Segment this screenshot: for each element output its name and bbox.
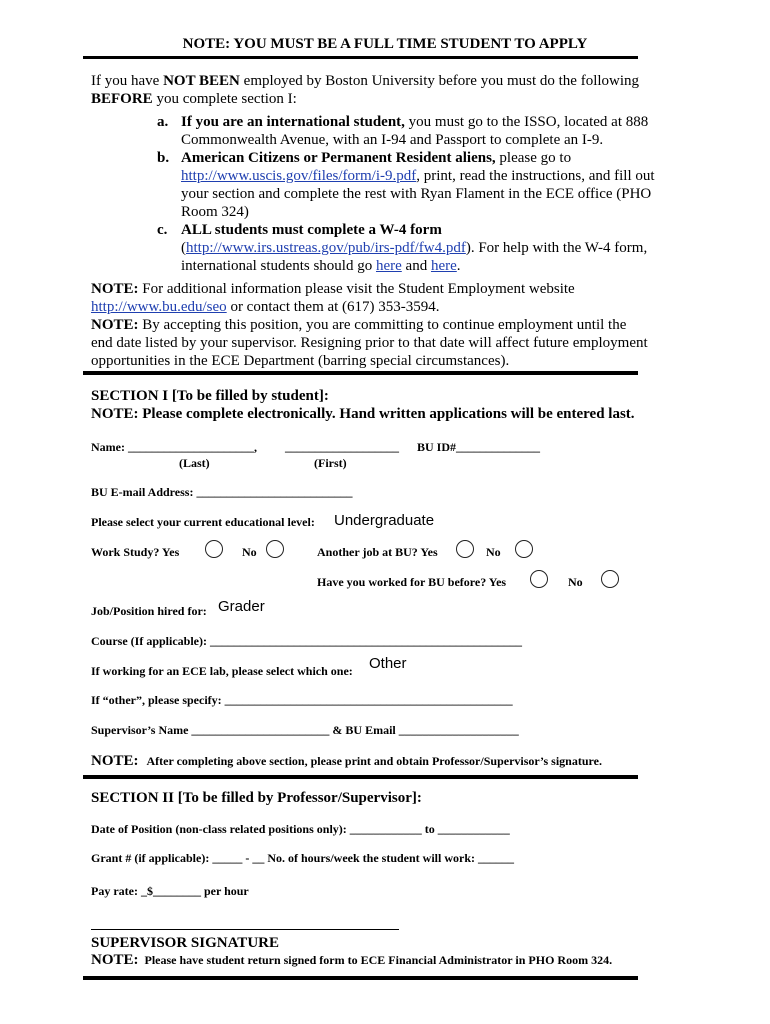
work-study-yes-radio[interactable]: [205, 540, 223, 558]
header-divider: [83, 56, 638, 59]
item-b-label: b.: [157, 150, 170, 166]
item-a-label: a.: [157, 114, 169, 130]
here-link-2[interactable]: here: [430, 258, 457, 274]
footer-divider: [83, 976, 638, 980]
position-date-field[interactable]: Date of Position (non-class related positions only): ____________ to ____________: [91, 822, 510, 836]
section-1-subtitle: NOTE: Please complete electronically. Hand written applications will be entered last.: [91, 406, 635, 422]
note-seo: [91, 280, 651, 316]
section-divider-1: [83, 371, 638, 375]
item-c-label: c.: [157, 222, 168, 238]
note-1-text: For additional information please visit the Student Employment website: [138, 281, 575, 297]
intro-text-3: you complete section I:: [152, 91, 297, 107]
education-level-label: Please select your current educational level:: [91, 515, 315, 529]
instruction-item-c: [157, 221, 657, 275]
work-study-no-radio[interactable]: [266, 540, 284, 558]
course-field[interactable]: Course (If applicable): ____________________________________________________: [91, 634, 522, 648]
print-note: [91, 752, 602, 770]
work-study-no-label: No: [242, 545, 257, 559]
education-level-select[interactable]: Undergraduate: [334, 512, 435, 529]
job-position-label: Job/Position hired for:: [91, 604, 207, 618]
page-header: NOTE: YOU MUST BE A FULL TIME STUDENT TO APPLY: [182, 36, 588, 52]
intro-paragraph: [91, 72, 651, 108]
another-job-no-label: No: [486, 545, 501, 559]
item-c-text-1: (: [181, 240, 186, 256]
item-c-end: .: [456, 258, 461, 274]
section-2-title: SECTION II [To be filled by Professor/Supervisor]:: [91, 790, 422, 806]
last-caption: (Last): [179, 456, 210, 470]
item-a-bold: If you are an international student,: [181, 114, 405, 130]
item-c-and: and: [401, 258, 431, 274]
item-a-text: you must go to the ISSO, located at 888 Commonwealth Avenue, with an I-94 and Passport to complete an I-9.: [181, 114, 649, 148]
note-2-label: NOTE:: [91, 317, 139, 333]
worked-before-no-label: No: [568, 575, 583, 589]
ece-lab-label: If working for an ECE lab, please select which one:: [91, 664, 353, 678]
another-job-no-radio[interactable]: [515, 540, 533, 558]
worked-before-no-radio[interactable]: [601, 570, 619, 588]
signature-note-label: NOTE:: [91, 952, 139, 968]
signature-note-text: Please have student return signed form to ECE Financial Administrator in PHO Room 324.: [144, 953, 613, 967]
seo-link[interactable]: http://www.bu.edu/seo: [91, 299, 227, 315]
intro-bold-2: BEFORE: [91, 91, 153, 107]
note-1-label: NOTE:: [91, 281, 139, 297]
worked-before-yes-radio[interactable]: [530, 570, 548, 588]
i9-form-link[interactable]: http://www.uscis.gov/files/form/i-9.pdf: [181, 168, 417, 184]
ece-lab-select[interactable]: Other: [369, 655, 407, 672]
item-b-bold: American Citizens or Permanent Resident aliens,: [181, 150, 496, 166]
w4-form-link[interactable]: http://www.irs.ustreas.gov/pub/irs-pdf/fw4.pdf: [186, 240, 466, 256]
instruction-item-a: [157, 113, 657, 149]
work-study-label: Work Study? Yes: [91, 545, 180, 559]
print-note-label: NOTE:: [91, 753, 139, 769]
job-position-field[interactable]: Grader: [218, 598, 265, 615]
item-b-text-2: , print, read the instructions, and fill out your section and complete the rest with Ryan Flament in the ECE office (PHO Room 324): [181, 168, 655, 220]
item-c-bold: ALL students must complete a W-4 form: [181, 222, 442, 238]
other-specify-field[interactable]: If “other”, please specify: ________________________________________________: [91, 693, 513, 707]
section-divider-2: [83, 775, 638, 779]
signature-note: [91, 951, 612, 969]
supervisor-field[interactable]: Supervisor’s Name _______________________ & BU Email ____________________: [91, 723, 519, 737]
grant-hours-field[interactable]: Grant # (if applicable): _____ - __ No. of hours/week the student will work: ______: [91, 851, 514, 865]
signature-title: SUPERVISOR SIGNATURE: [91, 935, 279, 951]
section-1-title: SECTION I [To be filled by student]:: [91, 388, 329, 404]
item-c-text-2: ). For help with the W-4 form, international students should go: [181, 240, 648, 274]
bu-id-field[interactable]: BU ID#______________: [417, 440, 541, 454]
note-commitment: [91, 316, 651, 370]
note-2-text: By accepting this position, you are committing to continue employment until the end date listed by your supervisor. Resigning prior to that date will affect future employment opportunities in the ECE Department (barring special circumstances).: [91, 317, 648, 369]
instruction-item-b: [157, 149, 657, 221]
first-name-field[interactable]: ___________________: [285, 440, 399, 454]
intro-bold-1: NOT BEEN: [163, 73, 240, 89]
another-job-label: Another job at BU? Yes: [317, 545, 438, 559]
worked-before-label: Have you worked for BU before? Yes: [317, 575, 507, 589]
bu-email-field[interactable]: BU E-mail Address: __________________________: [91, 485, 353, 499]
another-job-yes-radio[interactable]: [456, 540, 474, 558]
print-note-text: After completing above section, please print and obtain Professor/Supervisor’s signature.: [146, 754, 602, 768]
note-1-text-2: or contact them at (617) 353-3594.: [226, 299, 440, 315]
item-b-text-1: please go to: [495, 150, 572, 166]
pay-rate-field[interactable]: Pay rate: _$________ per hour: [91, 884, 249, 898]
here-link-1[interactable]: here: [375, 258, 402, 274]
first-caption: (First): [314, 456, 347, 470]
name-field[interactable]: Name: _____________________,: [91, 440, 257, 454]
intro-text-1: If you have: [91, 73, 164, 89]
intro-text-2: employed by Boston University before you must do the following: [239, 73, 640, 89]
signature-line[interactable]: [91, 929, 399, 930]
